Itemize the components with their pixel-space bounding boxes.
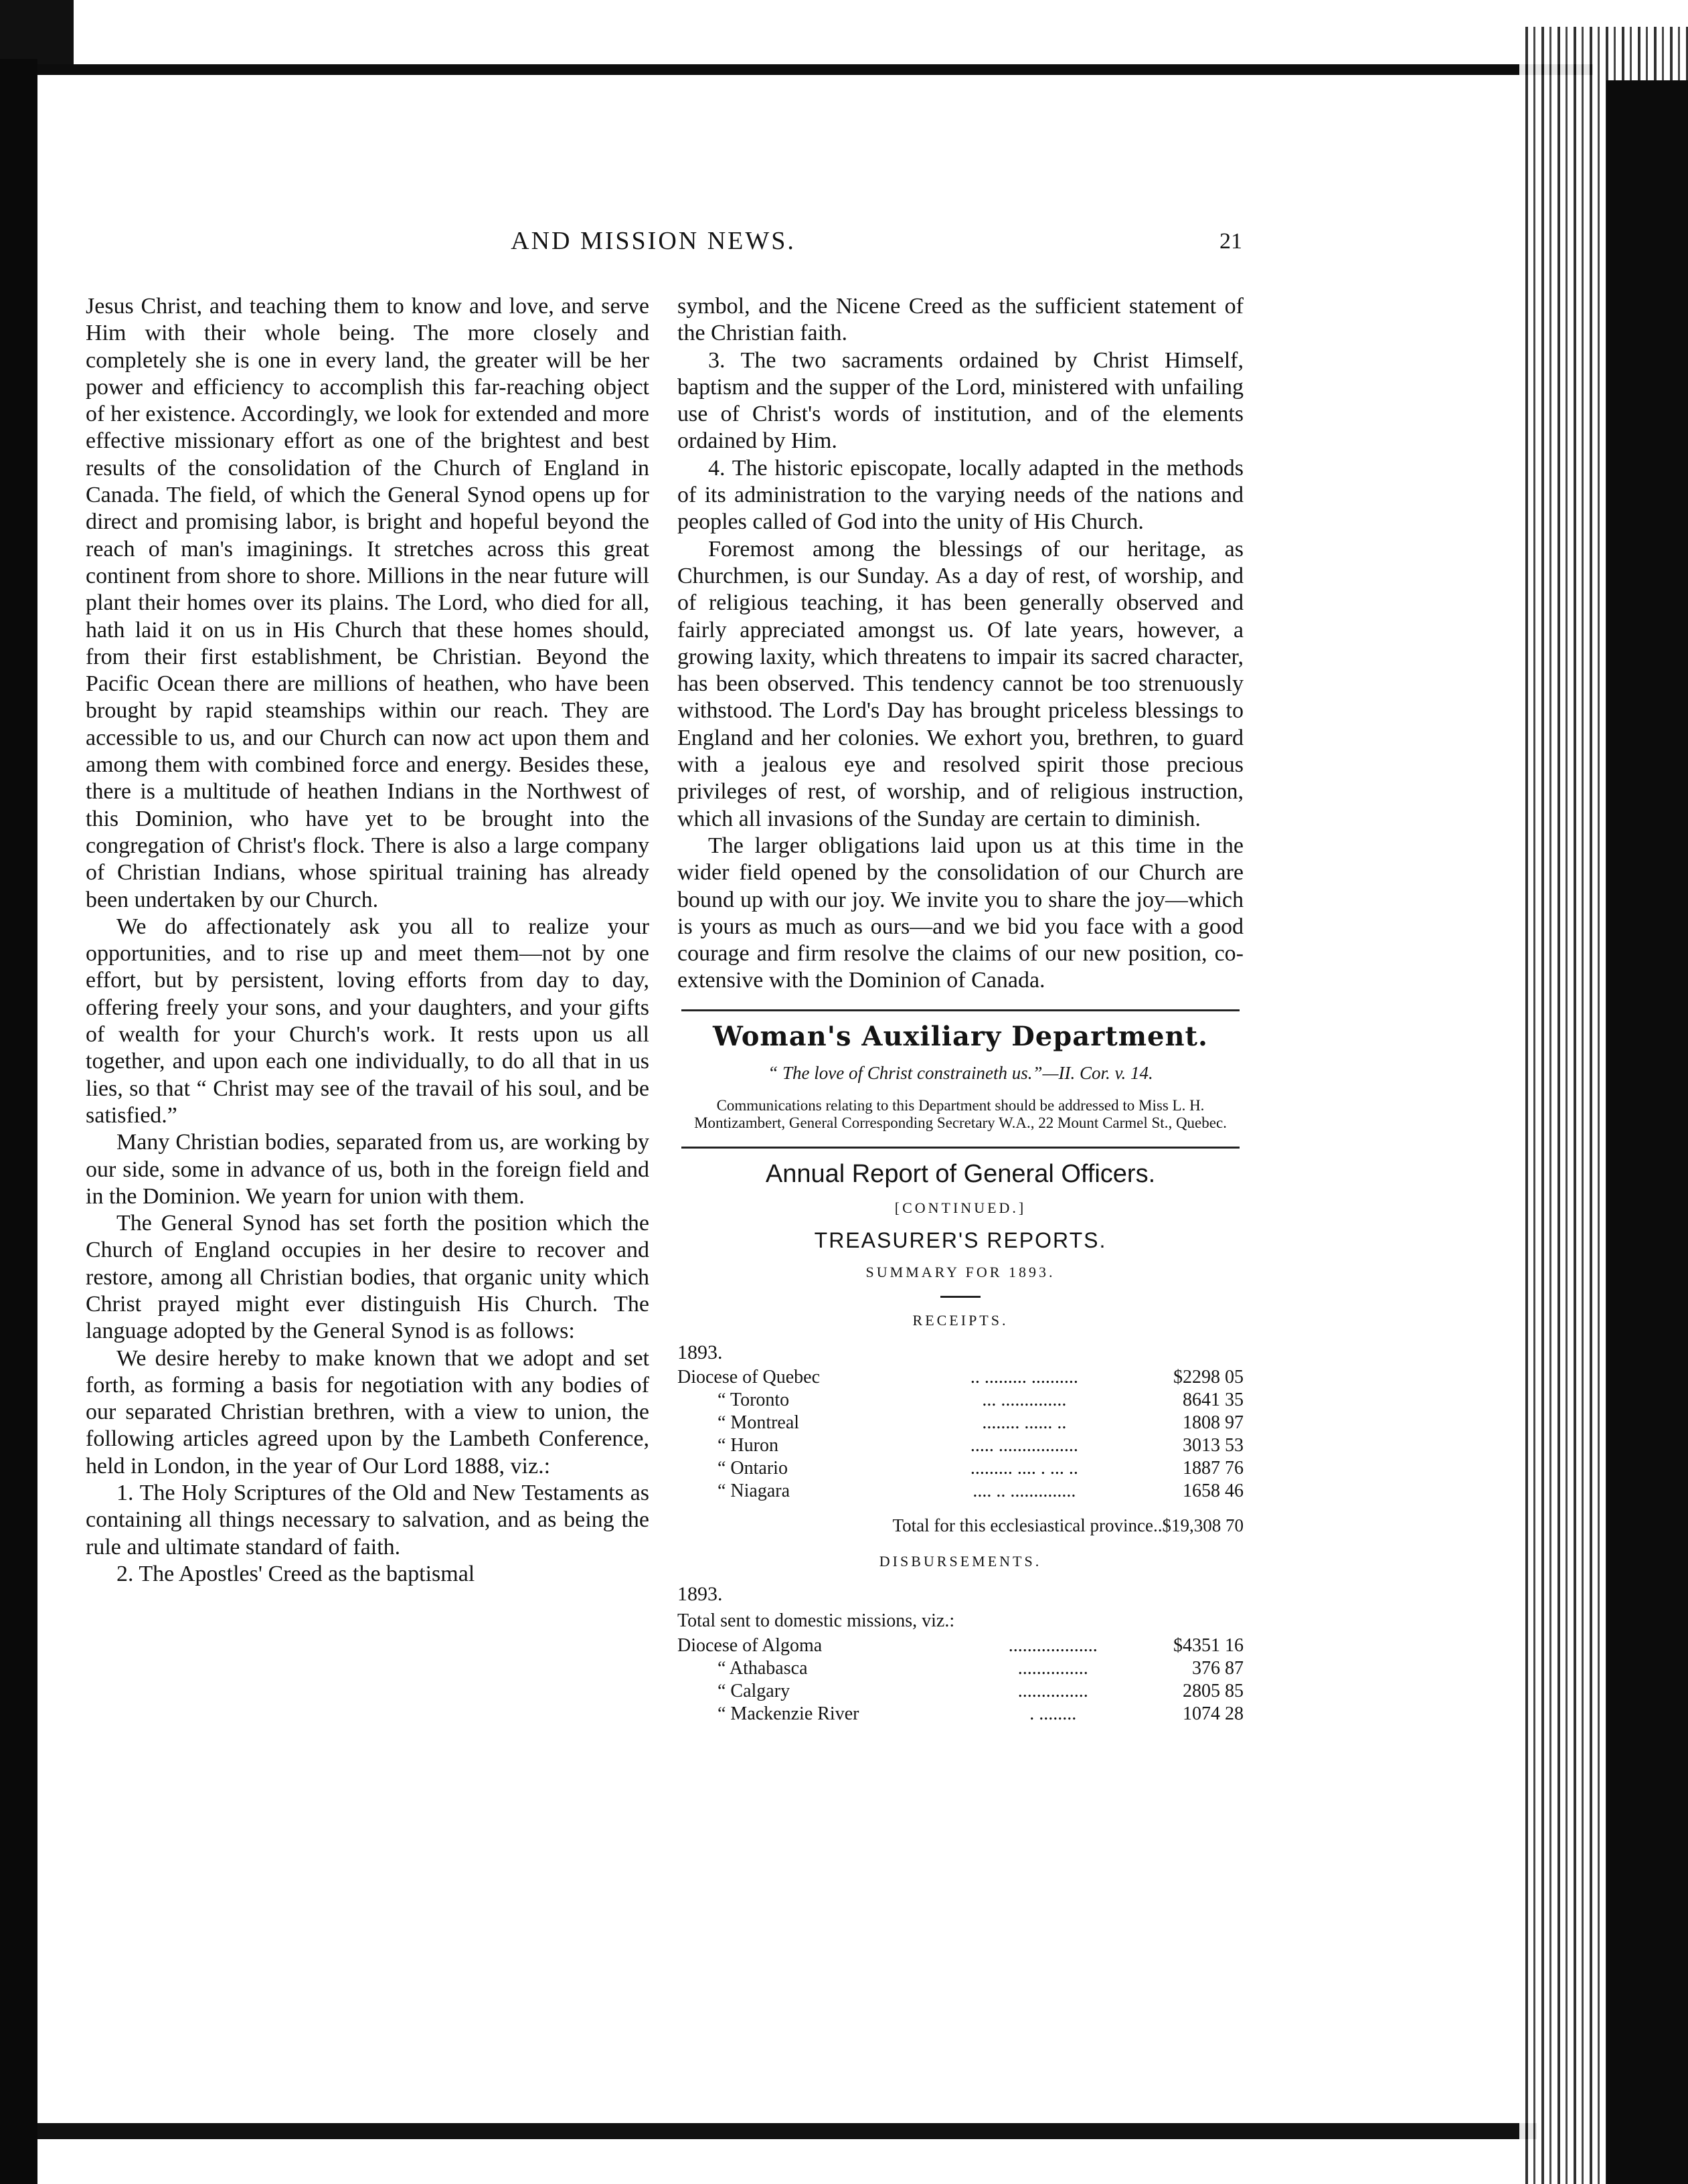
row-amount: 8641 35 [1183, 1390, 1244, 1411]
receipts-year: 1893. [677, 1341, 723, 1363]
paragraph: Jesus Christ, and teaching them to know and love, and serve Him with their whole being. The more closely and completely she is one in every land, the greater will be her power and efficiency to accomplish this far-reaching object of her existence. Accordingly, we look for extended and more effective missionary effort as one of the brightest and best results of the consolidation of the Church of England in Canada. The field, of which the General Synod opens up for direct and promising labor, is bright and hopeful beyond the reach of man's imaginings. It stretches across this great continent from shore to shore. Millions in the near future will plant their homes over its plains. The Lord, who died for all, hath laid it on us in His Church that these homes should, from their first establishment, be Christian. Beyond the Pacific Ocean there are millions of heathen, who have been brought by rapid steamships within our reach. They are accessible to us, and our Church can now act upon them and among them with combined force and energy. Besides these, there is a multitude of heathen Indians in the Northwest of this Dominion, who have yet to be brought into the congregation of Christ's flock. There is also a large company of Christian Indians, whose spiritual training has already been undertaken by our Church. [86, 294, 649, 912]
row-leader-dots: .. ......... .......... [970, 1367, 1078, 1388]
table-row [677, 1412, 1244, 1434]
row-label: “ Montreal [718, 1412, 800, 1434]
row-leader-dots: ..... ................. [970, 1435, 1078, 1456]
row-amount: 376 87 [1192, 1658, 1244, 1679]
right-column [677, 293, 1244, 1726]
scan-border-bottom [37, 2123, 1537, 2139]
paragraph: We do affectionately ask you all to realize your opportunities, and to rise up and meet them—not by one effort, but by persistent, loving efforts from day to day, offering freely your sons, and your daughters, and your gifts of wealth for your Church's work. It rests upon us all together, and upon each one individually, to do all that in us lies, so that “ Christ may see of the travail of his soul, and be satisfied.” [86, 914, 649, 1128]
paragraph: The General Synod has set forth the position which the Church of England occupies in her desire to recover and restore, among all Christian bodies, that organic unity which Christ prayed might ever distinguish His Church. The language adopted by the General Synod is as follows: [86, 1211, 649, 1344]
paragraph: We desire hereby to make known that we adopt and set forth, as forming a basis for negotiation with any bodies of our separated Christian brethren, with a view to union, the following articles agreed upon by the Lambeth Conference, held in London, in the year of Our Lord 1888, viz.: [86, 1345, 649, 1479]
receipts-total: Total for this ecclesiastical province..$19,308 70 [892, 1515, 1244, 1536]
row-leader-dots: ... .............. [982, 1390, 1067, 1411]
disbursements-heading: DISBURSEMENTS. [879, 1553, 1042, 1570]
row-leader-dots: ............... [1017, 1658, 1088, 1679]
row-leader-dots: ......... .... . ... .. [970, 1458, 1078, 1479]
short-rule [940, 1296, 981, 1298]
row-label: “ Athabasca [718, 1658, 808, 1679]
page-number: 21 [1219, 229, 1242, 254]
paragraph: 4. The historic episcopate, locally adapted in the methods of its administration to the varying needs of the nations and peoples called of God into the unity of His Church. [677, 455, 1244, 535]
disbursements-intro: Total sent to domestic missions, viz.: [677, 1610, 955, 1631]
table-row [677, 1703, 1244, 1726]
paragraph: 3. The two sacraments ordained by Christ Himself, baptism and the supper of the Lord, ministered with unfailing use of Christ's words of institution, and of the elements ordained by Him. [677, 347, 1244, 454]
row-leader-dots: .... .. .............. [973, 1481, 1076, 1502]
table-row [677, 1480, 1244, 1503]
epigraph: “ The love of Christ constraineth us.”—II. Cor. v. 14. [768, 1063, 1153, 1084]
row-label: “ Mackenzie River [718, 1703, 859, 1725]
receipts-table [677, 1366, 1244, 1503]
receipts-heading: RECEIPTS. [912, 1311, 1009, 1329]
row-leader-dots: ................... [1008, 1635, 1098, 1657]
row-label: Diocese of Quebec [677, 1367, 821, 1388]
row-label: “ Huron [718, 1435, 778, 1456]
row-label: “ Calgary [718, 1681, 790, 1702]
row-leader-dots: ............... [1017, 1681, 1088, 1702]
paragraph: 1. The Holy Scriptures of the Old and New Testaments as containing all things necessary to salvation, and as being the rule and ultimate standard of faith. [86, 1481, 649, 1560]
paragraph: symbol, and the Nicene Creed as the sufficient statement of the Christian faith. [677, 294, 1244, 346]
row-amount: 1658 46 [1183, 1481, 1244, 1502]
summary-label: SUMMARY FOR 1893. [865, 1264, 1056, 1281]
paragraph: 2. The Apostles' Creed as the baptismal [116, 1561, 475, 1586]
row-label: “ Ontario [718, 1458, 788, 1479]
row-amount: 1887 76 [1183, 1458, 1244, 1479]
row-amount: $4351 16 [1173, 1635, 1244, 1657]
table-row [677, 1657, 1244, 1680]
contact-note: Communications relating to this Department should be addressed to Miss L. H. Montizambert, General Corresponding Secretary W.A., 22 Mount Carmel St., Quebec. [694, 1097, 1227, 1132]
running-title: AND MISSION NEWS. [511, 227, 796, 255]
table-row [677, 1434, 1244, 1457]
row-amount: 1074 28 [1183, 1703, 1244, 1725]
table-row [677, 1634, 1244, 1657]
paragraph: Many Christian bodies, separated from us, are working by our side, some in advance of us, both in the foreign field and in the Dominion. We yearn for union with them. [86, 1130, 649, 1209]
scan-border-left [0, 59, 37, 2184]
row-leader-dots: . ........ [1029, 1703, 1077, 1725]
scan-border-top [0, 64, 1593, 75]
row-amount: 1808 97 [1183, 1412, 1244, 1434]
section-divider [681, 1147, 1240, 1149]
disbursements-year: 1893. [677, 1582, 723, 1605]
scan-border-corner [0, 0, 74, 67]
row-label: “ Niagara [718, 1481, 790, 1502]
table-row [677, 1389, 1244, 1412]
table-row [677, 1680, 1244, 1703]
left-column [86, 293, 649, 1588]
page-header [64, 226, 1242, 260]
table-row [677, 1366, 1244, 1389]
scan-border-right [1606, 80, 1688, 2184]
row-amount: $2298 05 [1173, 1367, 1244, 1388]
report-subtitle: TREASURER'S REPORTS. [814, 1228, 1107, 1252]
row-amount: 2805 85 [1183, 1681, 1244, 1702]
table-row [677, 1457, 1244, 1480]
row-amount: 3013 53 [1183, 1435, 1244, 1456]
continued-label: [CONTINUED.] [894, 1199, 1027, 1216]
paragraph: Foremost among the blessings of our heritage, as Churchmen, is our Sunday. As a day of rest, of worship, and of religious teaching, it has been generally observed and fairly appreciated amongst us. Of late years, however, a growing laxity, which threatens to impair its sacred character, has been observed. This tendency cannot be too strenuously withstood. The Lord's Day has brought priceless blessings to England and her colonies. We exhort you, brethren, to guard with a jealous eye and resolved spirit those precious privileges of rest, of worship, and of religious instruction, which all invasions of the Sunday are certain to diminish. [677, 536, 1244, 831]
paragraph: The larger obligations laid upon us at this time in the wider field opened by the consolidation of our Church are bound up with our joy. We invite you to share the joy—which is yours as much as ours—and we bid you face with a good courage and firm resolve the claims of our new position, co-extensive with the Dominion of Canada. [677, 833, 1244, 993]
row-label: Diocese of Algoma [677, 1635, 823, 1657]
row-leader-dots: ........ ...... .. [982, 1412, 1067, 1434]
report-title: Annual Report of General Officers. [765, 1160, 1156, 1189]
section-divider [681, 1009, 1240, 1011]
section-heading: Woman's Auxiliary Department. [713, 1020, 1208, 1052]
disbursements-table [677, 1634, 1244, 1726]
row-label: “ Toronto [718, 1390, 790, 1411]
